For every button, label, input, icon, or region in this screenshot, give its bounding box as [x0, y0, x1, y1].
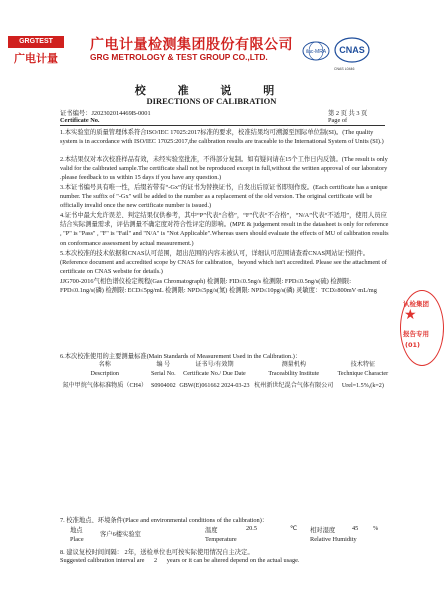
- company-logo-cn: 广电计量: [14, 52, 58, 65]
- temp-label-cn: 温度: [205, 527, 218, 534]
- star-icon: ★: [404, 307, 417, 323]
- page-title-cn: 校 准 说 明: [134, 84, 289, 97]
- header-institute-cn: 测量机构: [281, 362, 306, 368]
- header-name-cn: 名称: [98, 362, 111, 368]
- place-value: 客户6楼实验室: [100, 531, 141, 538]
- table-header-row-en: [60, 370, 390, 379]
- page-indicator-en: Page of: [328, 117, 348, 124]
- recalibration-value: 2: [154, 557, 158, 564]
- header-institute-en: Traceability Institute: [268, 370, 320, 377]
- header-divider: [60, 125, 385, 126]
- calibration-spec: JJG700-2016气相色谱仪检定规程(Gas Chromatograph) 检测限: FID≤0.5ng/s 检测限: FPD≤0.5ng/s(硫) 检测限: FPD≤0.1ng/s(磷) 检测限: ECD≤5pg/mL 检测限: NPD≤5pg/s(氮) 检测限: NPD≤10pg/s(磷) 灵敏度：TCD≥800mV·mL/mg: [60, 278, 377, 295]
- cell-name: 氮中甲烷气体标准物质（CH4）: [62, 383, 148, 389]
- stamp-text-bottom: 报告专用: [403, 330, 429, 338]
- humidity-label-en: Relative Humidity: [310, 536, 357, 543]
- company-name-en: GRG METROLOGY & TEST GROUP CO.,LTD.: [90, 52, 268, 62]
- header-tech-cn: 技术特征: [350, 362, 376, 368]
- certificate-number: [60, 108, 151, 117]
- cell-institute: 杭州新世纪混合气体有限公司: [254, 383, 334, 389]
- standards-title: 6.本次校准使用的主要测量标准(Main Standards of Measurement Used in the Calibration.)：: [60, 353, 302, 360]
- header-name-en: Description: [90, 370, 119, 377]
- note-item-1: 1.本实验室的质量管理体系符合ISO/IEC 17025:2017标准的要求，校准结果均可溯源至国际单位制(SI)。(The quality system is in accordance with ISO/IEC 17025:2017,the calibration results are traceable to the International System of Units (SI).): [60, 129, 384, 146]
- header-tech-en: Technique Character: [337, 370, 389, 377]
- header-serial-en: Serial No.: [150, 370, 176, 377]
- official-stamp: [400, 290, 444, 366]
- note-item-2: 2.本结果仅对本次校准样品有效，未经实验室批准，不得部分复制。如有疑问请在15个工作日内反馈。(The result is only valid for the calibrated sample.The certificate shall not be reproduced except in full,without the written approval of our laboratory .please feedback to us within 15 days if you have any question.): [60, 156, 388, 182]
- temp-label-en: Temperature: [205, 536, 237, 543]
- cnas-logo-icon: [334, 36, 370, 68]
- certificate-number-label: 证书编号：: [60, 110, 92, 117]
- humidity-value: 45: [352, 525, 359, 532]
- recalibration-cn: 8. 建议复校时间间隔： 2年，送检单位也可按实际使用情况自主决定。: [60, 549, 254, 556]
- environment-title: 7. 校准地点、环境条件(Place and environmental conditions of the calibration)：: [60, 517, 269, 524]
- cell-tech: Urel=1.5%,(k=2): [341, 383, 384, 389]
- cnas-label: CNAS: [339, 45, 365, 55]
- stamp-number: (01): [405, 341, 420, 349]
- recalibration-en: [60, 557, 299, 564]
- note-item-5: 5.本次校准的技术依据和CNAS认可范围，超出范围的内容未被认可，详细认可范围请查看CNAS网站证书附件。(Reference document and accredited scope by CNAS for calibration，beyond which isn't accredited. Please see the attachment of certificate on CNAS website for details.): [60, 250, 387, 276]
- humidity-label-cn: 相对湿度: [310, 527, 336, 534]
- recalibration-rest-en: years or it can be altered depend on the actual usage.: [166, 557, 300, 564]
- standards-table: [60, 361, 390, 391]
- ilac-mra-logo-icon: [302, 38, 330, 66]
- cnas-number: CNAS L0446: [334, 67, 355, 71]
- company-logo: GRGTEST: [8, 36, 64, 48]
- recalibration-label-en: Suggested calibration interval are: [60, 557, 145, 564]
- certificate-number-label-en: Certificate No.: [60, 117, 100, 124]
- ilac-label: ilac-MRA: [305, 49, 327, 55]
- header-cert-cn: 证书号/有效期: [195, 362, 234, 368]
- page-indicator-cn: 第 2 页 共 3 页: [328, 110, 368, 117]
- certificate-number-value: J202302014469B-0001: [91, 110, 151, 117]
- place-label-cn: 地点: [70, 527, 83, 534]
- company-name-cn: 广电计量检测集团股份有限公司: [90, 37, 293, 53]
- stamp-text-top: 认检集团: [403, 300, 429, 308]
- note-item-4: 4.证书中最大允许误差、判定结果仅供参考，其中“P”代表“合格”，“F”代表“不合格”，“N/A”代表“不适用”，使用人员应结合实际测量需求，评估测量不确定度对符合性评定的影响。(MPE & judgement result in the datasheet is only for reference , "P" is "Pass" , "F" is "Fail" and "N/A" is "Not Applicable".Whereas users should evaluate the effects of MU of calibration results on conformance assessment by actual measurement.): [60, 212, 389, 247]
- page-title-en: DIRECTIONS OF CALIBRATION: [146, 96, 277, 106]
- header-serial-cn: 编 号: [156, 362, 171, 368]
- cell-cert: GBW(E)061662 2024-03-23: [179, 383, 250, 389]
- temp-unit: ℃: [290, 525, 298, 532]
- table-header-row-cn: [60, 361, 390, 370]
- humidity-unit: %: [373, 525, 379, 532]
- table-row: [60, 378, 390, 391]
- header-cert-en: Certificate No./ Due Date: [183, 370, 246, 377]
- note-item-3: 3.本证书编号具有唯一性，后缀若带有“-Gx”的证书为替换证书，自发出后原证书即刻作废。(Each certificate has a unique number. The suffix of "-Gx" will be added to the number as a replacement of the old version. The original certificate will be officially invalid once the new certificate number is issued.): [60, 184, 388, 210]
- cell-serial: S0904002: [150, 383, 176, 389]
- temp-value: 20.5: [246, 525, 258, 532]
- place-label-en: Place: [70, 536, 84, 543]
